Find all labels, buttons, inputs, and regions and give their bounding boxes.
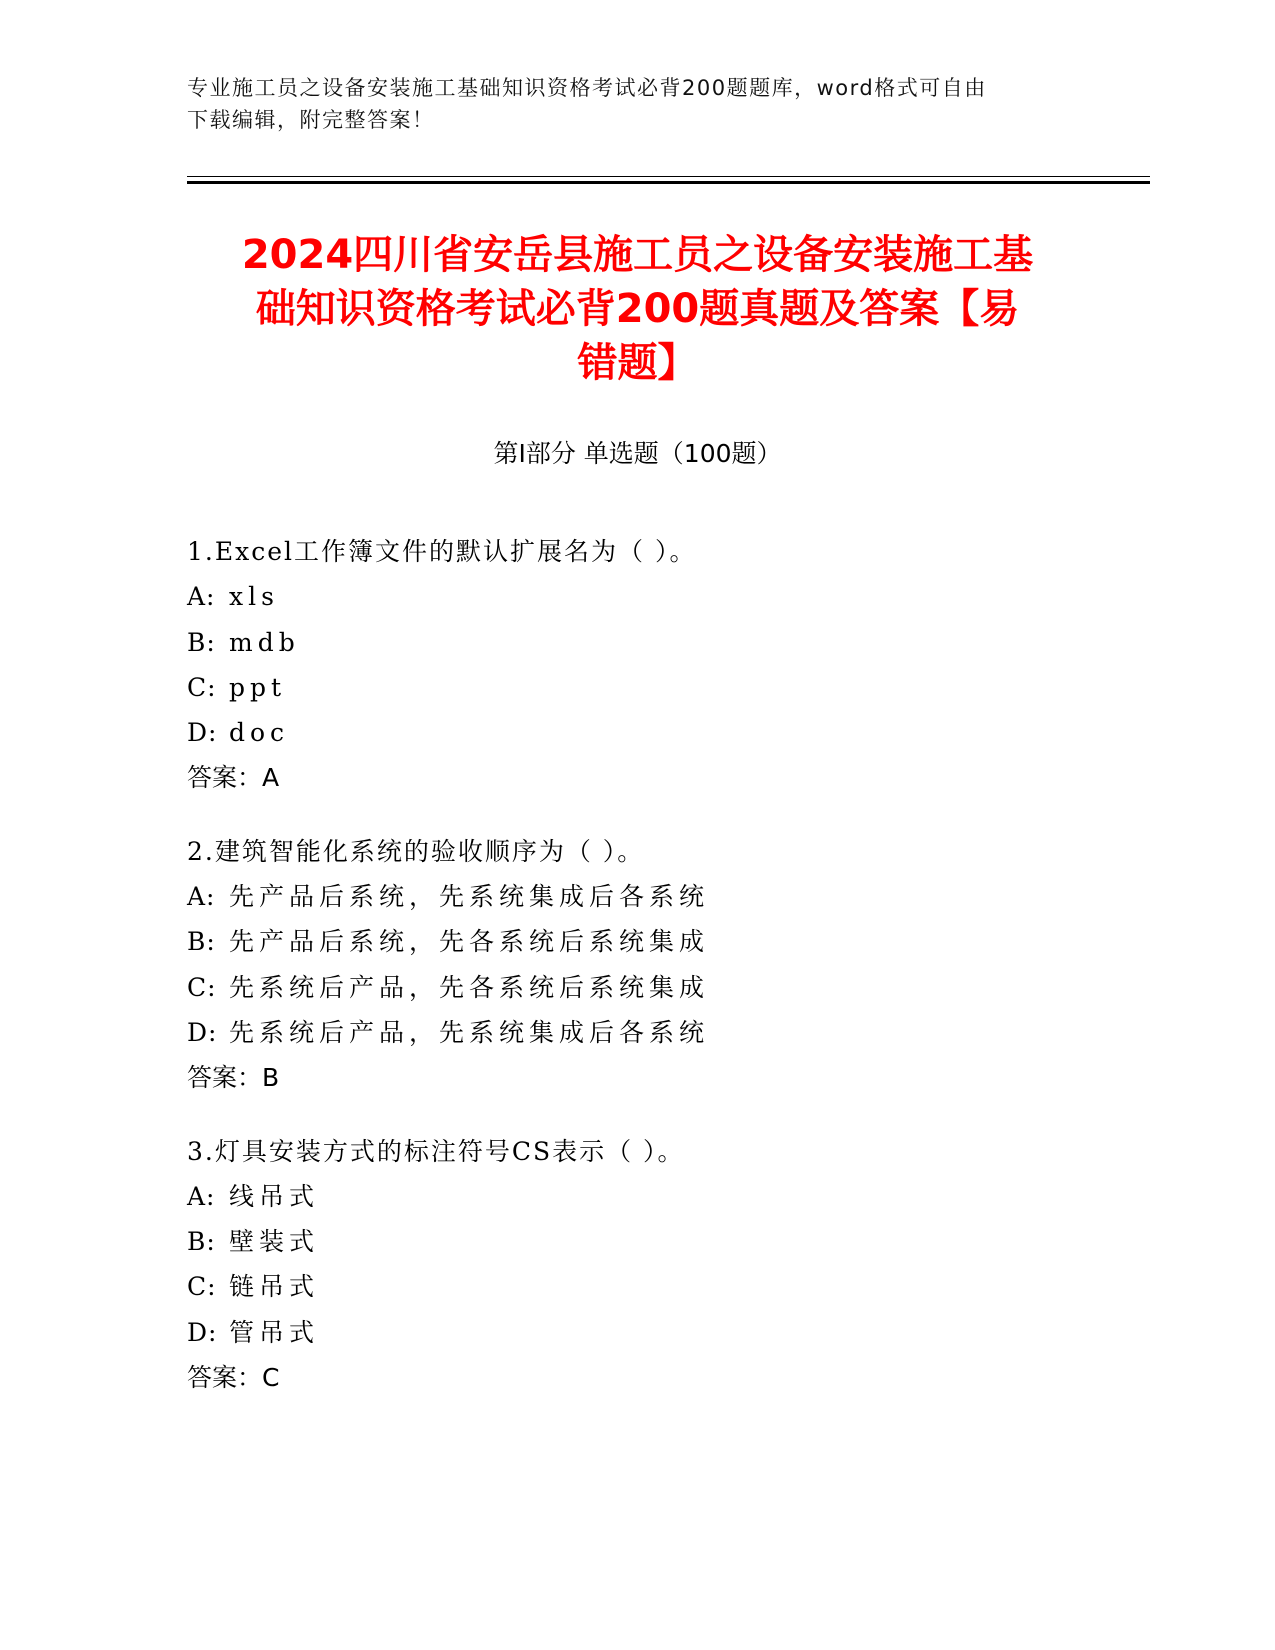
document-title — [150, 228, 1125, 390]
answer-line: 答案：A — [187, 763, 280, 793]
option-d — [187, 710, 1147, 755]
option-b — [187, 1219, 1147, 1264]
option-text: xls — [229, 582, 279, 612]
option-label: C: — [187, 1272, 217, 1302]
option-text: doc — [229, 718, 290, 748]
option-text: 先系统后产品，先各系统后系统集成 — [229, 972, 710, 1002]
option-text: 先产品后系统，先各系统后系统集成 — [229, 927, 710, 957]
option-a — [187, 574, 1147, 619]
option-label: C: — [187, 672, 217, 702]
option-a — [187, 1174, 1147, 1219]
question-1 — [187, 529, 1147, 801]
option-c — [187, 1264, 1147, 1309]
option-label: D: — [187, 1017, 218, 1047]
question-2 — [187, 829, 1147, 1101]
option-text: 先产品后系统，先系统集成后各系统 — [229, 882, 710, 912]
question-stem: 2.建筑智能化系统的验收顺序为（ ）。 — [187, 836, 645, 866]
option-text: 链吊式 — [229, 1272, 320, 1302]
answer-line: 答案：B — [187, 1063, 280, 1093]
option-text: mdb — [229, 627, 300, 657]
option-label: D: — [187, 718, 218, 748]
header-divider-thick — [187, 181, 1150, 184]
option-text: ppt — [229, 672, 287, 702]
option-label: A: — [187, 582, 216, 612]
option-label: B: — [187, 627, 216, 657]
header-note-line-1: 专业施工员之设备安装施工基础知识资格考试必背200题题库，word格式可自由 — [187, 76, 987, 100]
option-text: 线吊式 — [229, 1181, 320, 1211]
title-line-2: 础知识资格考试必背200题真题及答案【易 — [255, 286, 1020, 332]
question-list — [187, 529, 1147, 1428]
option-label: D: — [187, 1317, 218, 1347]
title-line-1: 2024四川省安岳县施工员之设备安装施工基 — [241, 232, 1034, 278]
section-heading: 第Ⅰ部分 单选题（100题） — [493, 439, 782, 468]
document-header-note — [187, 72, 1087, 136]
option-text: 先系统后产品，先系统集成后各系统 — [229, 1017, 710, 1047]
option-text: 管吊式 — [229, 1317, 320, 1347]
option-c — [187, 965, 1147, 1010]
option-a — [187, 874, 1147, 919]
option-b — [187, 919, 1147, 964]
question-3 — [187, 1129, 1147, 1401]
option-c — [187, 665, 1147, 710]
option-label: B: — [187, 1227, 216, 1257]
option-label: C: — [187, 972, 217, 1002]
option-label: A: — [187, 1181, 216, 1211]
answer-line: 答案：C — [187, 1363, 280, 1393]
option-text: 壁装式 — [229, 1227, 320, 1257]
option-d — [187, 1010, 1147, 1055]
question-stem: 3.灯具安装方式的标注符号CS表示（ ）。 — [187, 1136, 685, 1166]
option-b — [187, 620, 1147, 665]
question-stem: 1.Excel工作簿文件的默认扩展名为（ ）。 — [187, 537, 697, 566]
header-note-line-2: 下载编辑，附完整答案！ — [187, 108, 435, 132]
option-d — [187, 1310, 1147, 1355]
header-divider-thin — [187, 176, 1150, 177]
option-label: A: — [187, 882, 216, 912]
title-line-3: 错题】 — [577, 340, 698, 386]
option-label: B: — [187, 927, 216, 957]
